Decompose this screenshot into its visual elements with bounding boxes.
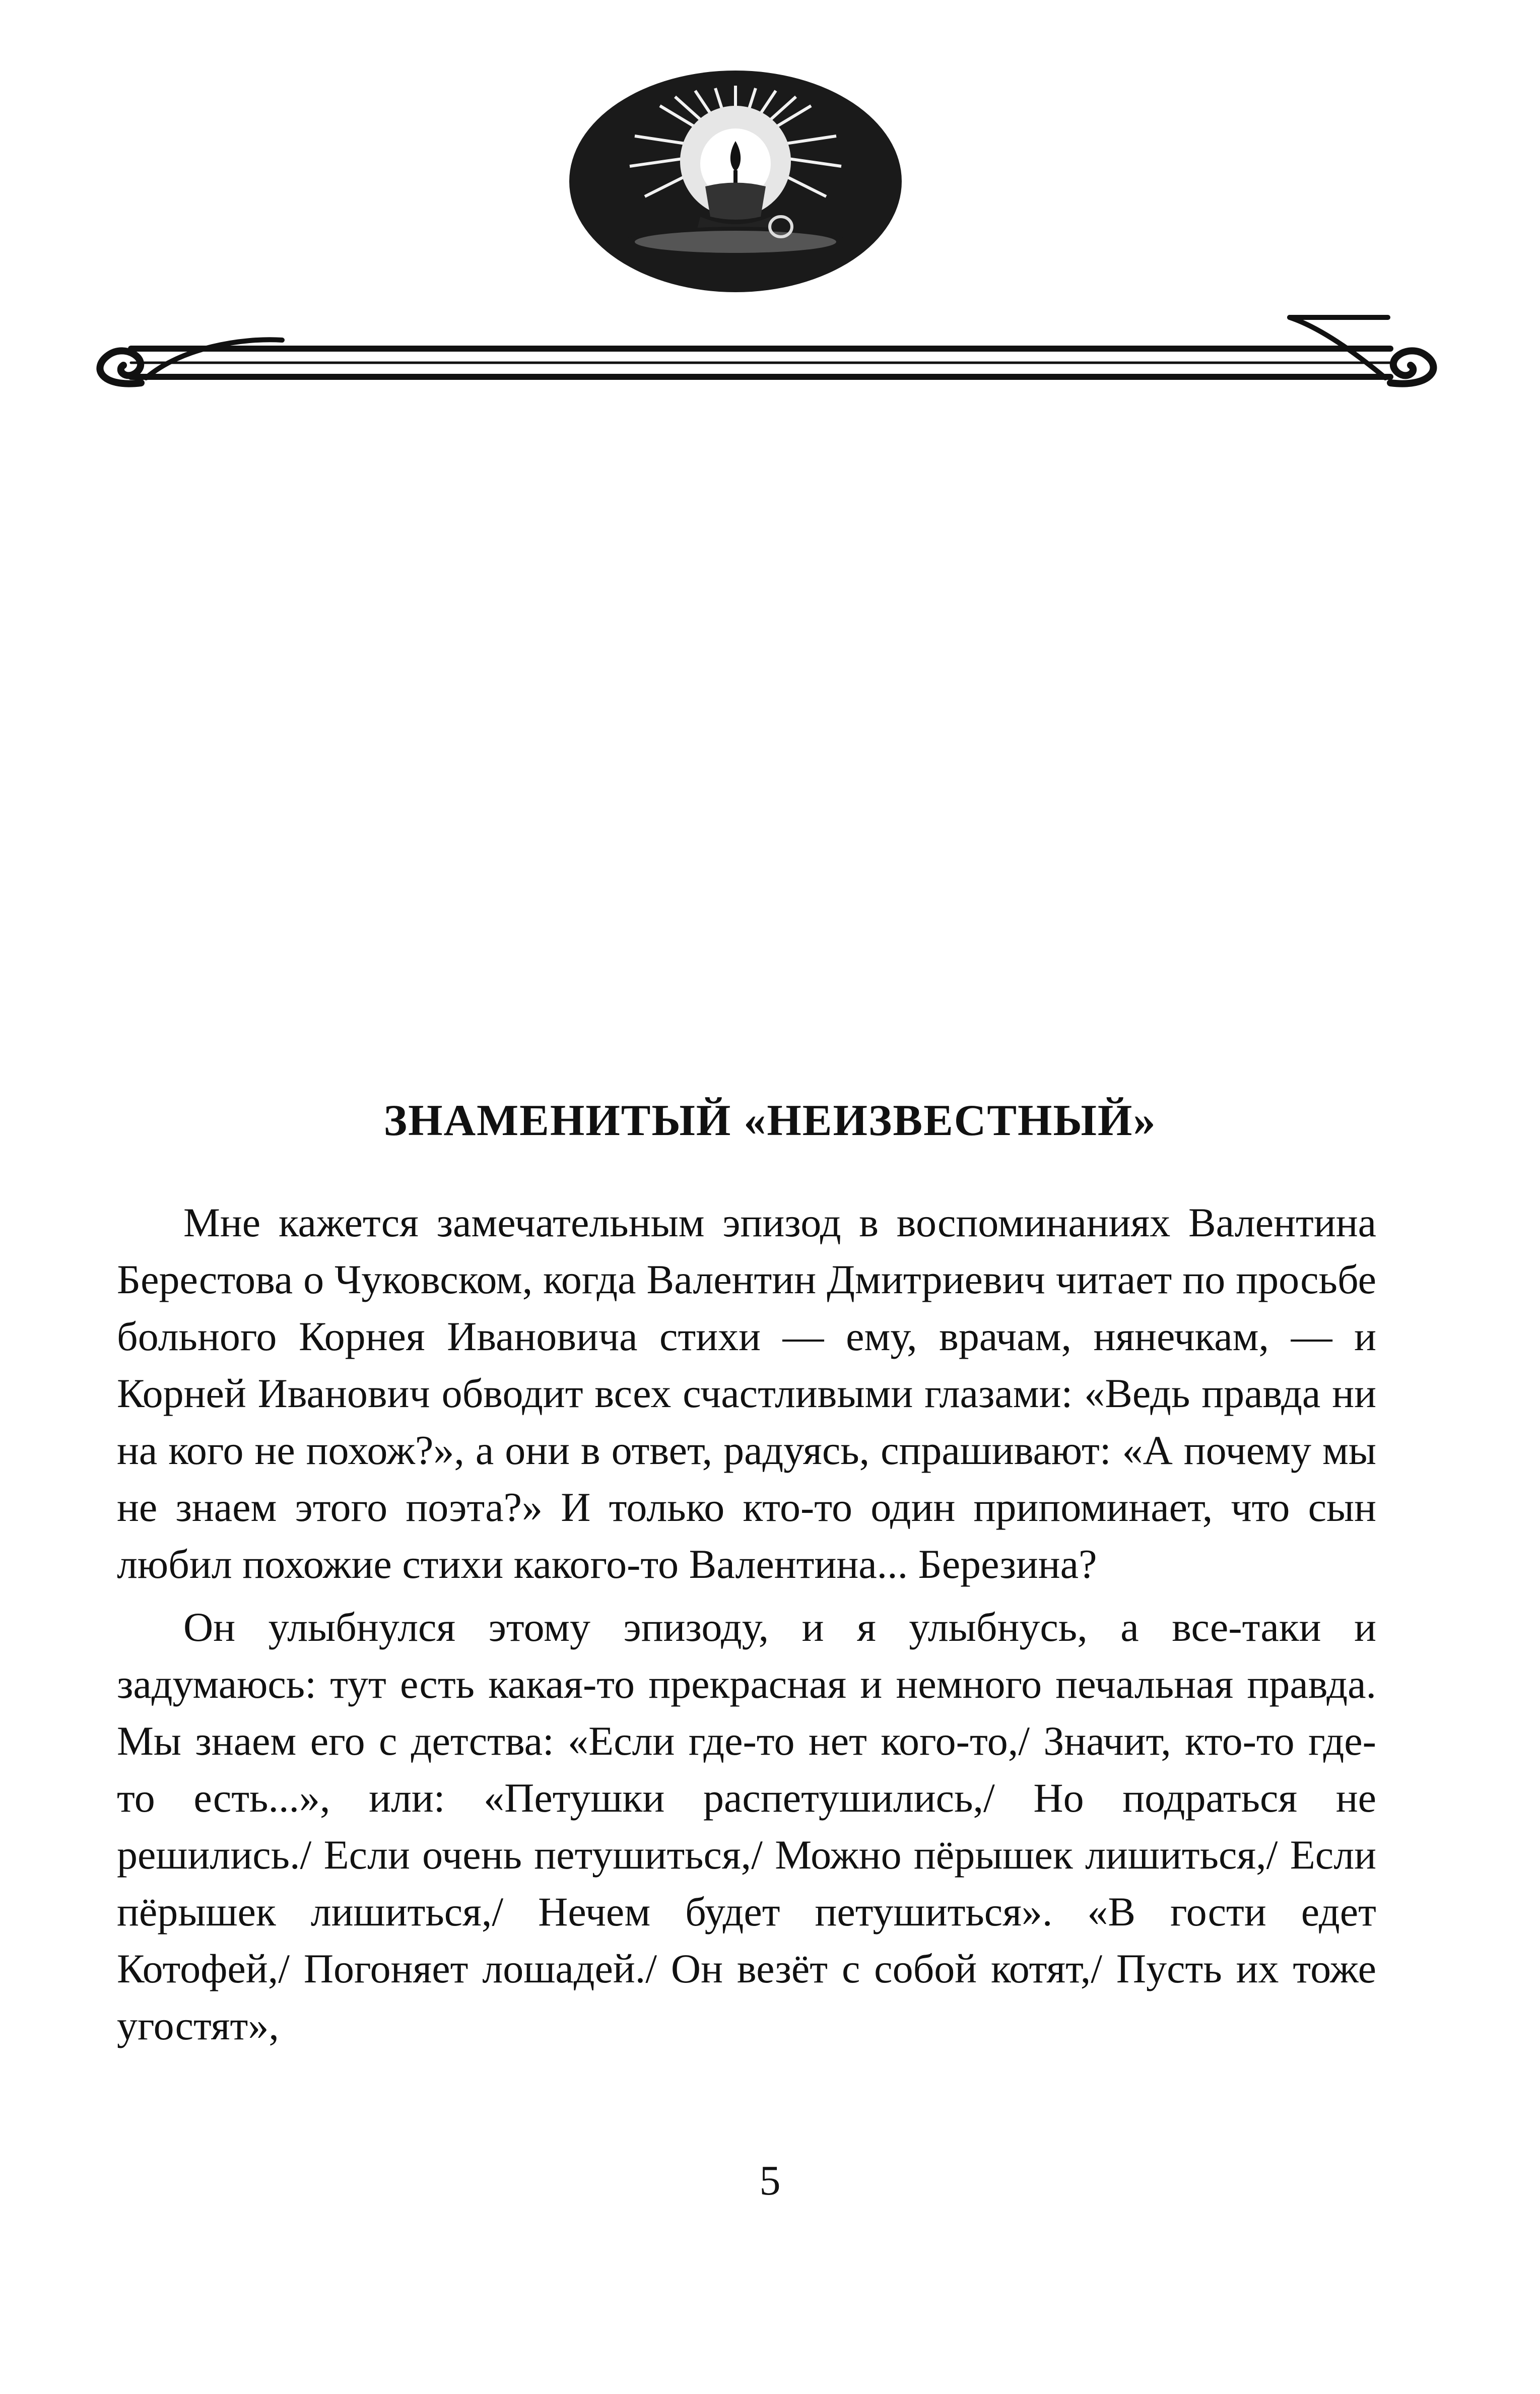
paragraph: Он улыбнулся этому эпизоду, и я улыбнусь, а все-таки и задумаюсь: тут есть какая-то прекрасная и немного печальная правда. Мы знаем его с детства: «Если где-то нет кого-то,/ Значит, кто-то где-то есть...», или: «Петушки распетушились,/ Но подраться не решились./ Если очень петушиться,/ Можно пёрышек лишиться,/ Если пёрышек лишиться,/ Нечем будет петушиться». «В гости едет Котофей,/ Погоняет лошадей./ Он везёт с собой котят,/ Пусть их тоже угостят», bbox=[117, 1604, 1376, 2048]
paragraph: Мне кажется замечательным эпизод в воспоминаниях Валентина Берестова о Чуковском, когда Валентин Дмитриевич читает по просьбе больного Корнея Ивановича стихи — ему, врачам, нянечкам, — и Корней Иванович обводит всех счастливыми глазами: «Ведь правда ни на кого не похож?», а они в ответ, радуясь, спрашивают: «А почему мы не знаем этого поэта?» И только кто-то один припоминает, что сын любил похожие стихи какого-то Валентина... Березина? bbox=[117, 1200, 1376, 1587]
scroll-rule-divider bbox=[100, 317, 1433, 384]
candle-vignette-icon bbox=[81, 65, 1471, 448]
chapter-body bbox=[117, 1194, 1376, 2054]
page-number: 5 bbox=[759, 2157, 781, 2204]
chapter-title: ЗНАМЕНИТЫЙ «НЕИЗВЕСТНЫЙ» bbox=[383, 1096, 1157, 1145]
